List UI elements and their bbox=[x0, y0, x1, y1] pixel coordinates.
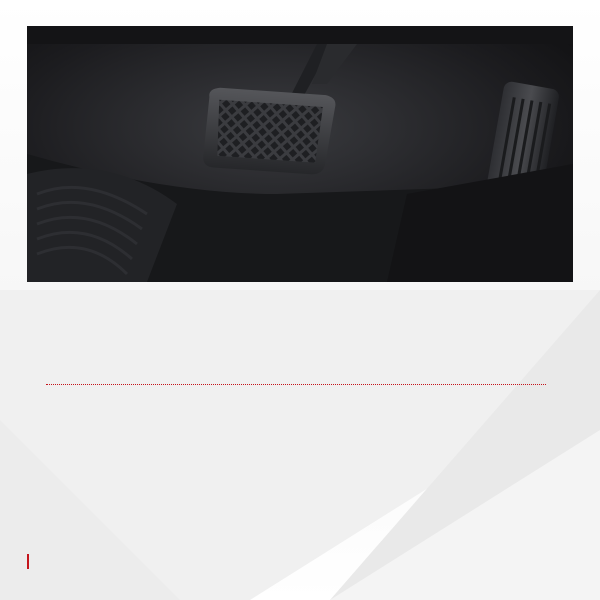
car-pedals-photo bbox=[27, 44, 573, 282]
brand-pattern-strip-top bbox=[27, 26, 573, 44]
hero-image bbox=[27, 44, 573, 282]
brand-pattern-strip-bottom bbox=[27, 554, 575, 569]
section-divider bbox=[46, 384, 546, 385]
